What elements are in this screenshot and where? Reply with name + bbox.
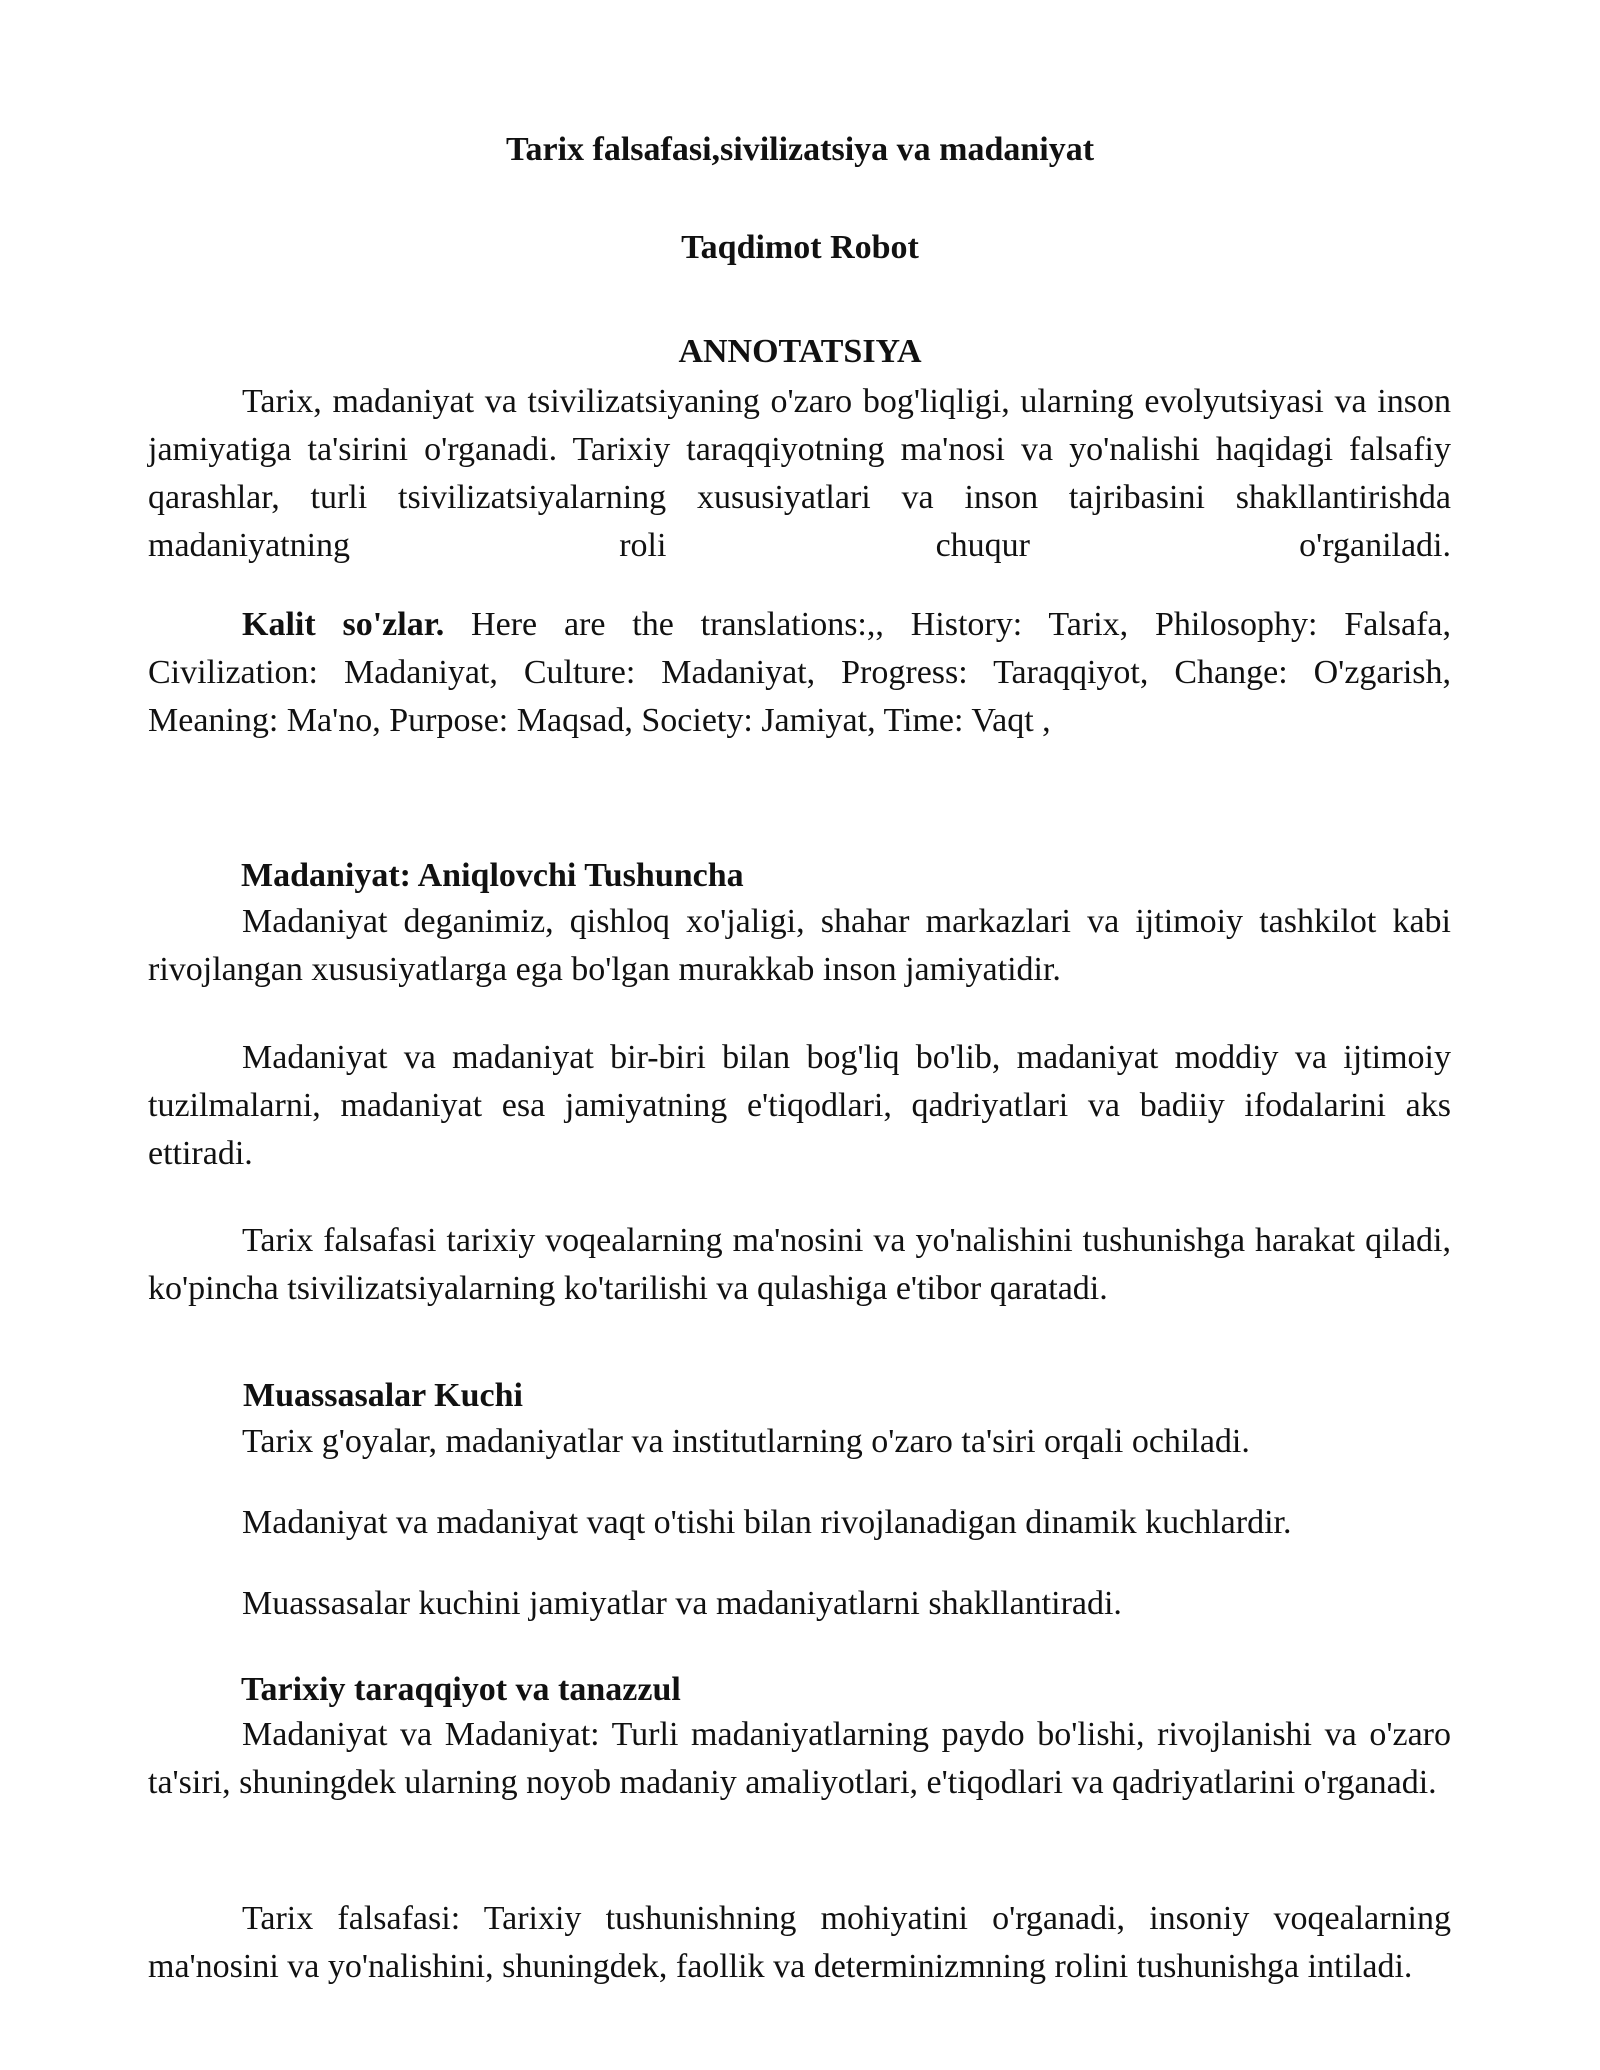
keywords-label: Kalit so'zlar. [242,606,445,643]
annotation-paragraph: Tarix, madaniyat va tsivilizatsiyaning o'zaro bog'liqligi, ularning evolyutsiyasi va inson jamiyatiga ta'sirini o'rganadi. Tarixiy taraqqiyotning ma'nosi va yo'nalishi haqidagi falsafiy qarashlar, turli tsivilizatsiyalarning xususiyatlari va inson tajribasini shakllantirishda madaniyatning roli chuqur o'rganiladi. [148,383,1451,564]
document-title: Tarix falsafasi,sivilizatsiya va madaniyat [505,131,1095,168]
keywords-text: Here are the translations:,, History: Tarix, Philosophy: Falsafa, Civilization: Madaniyat, Culture: Madaniyat, Progress: Taraqqiyot, Change: O'zgarish, Meaning: Ma'no, Purpose: Maqsad, Society: Jamiyat, Time: Vaqt , [148,606,1451,739]
section-paragraph: Tarix falsafasi: Tarixiy tushunishning mohiyatini o'rganadi, insoniy voqealarning ma'nosini va yo'nalishini, shuningdek, faollik va determinizmning rolini tushunishga intiladi. [148,1900,1451,1985]
keywords-paragraph [148,601,1451,745]
section-heading: Madaniyat: Aniqlovchi Tushuncha [241,857,744,894]
section-heading: Muassasalar Kuchi [243,1377,523,1414]
section-paragraph: Madaniyat va madaniyat bir-biri bilan bog'liq bo'lib, madaniyat moddiy va ijtimoiy tuzilmalarni, madaniyat esa jamiyatning e'tiqodlari, qadriyatlari va badiiy ifodalarini aks ettiradi. [148,1039,1451,1172]
section-paragraph: Madaniyat deganimiz, qishloq xo'jaligi, shahar markazlari va ijtimoiy tashkilot kabi rivojlangan xususiyatlarga ega bo'lgan murakkab inson jamiyatidir. [148,903,1451,988]
section-paragraph: Muassasalar kuchini jamiyatlar va madaniyatlarni shakllantiradi. [242,1585,1122,1622]
section-paragraph: Madaniyat va Madaniyat: Turli madaniyatlarning paydo bo'lishi, rivojlanishi va o'zaro ta'siri, shuningdek ularning noyob madaniy amaliyotlari, e'tiqodlari va qadriyatlarini o'rganadi. [148,1716,1451,1801]
document-author: Taqdimot Robot [681,229,919,266]
section-paragraph: Tarix falsafasi tarixiy voqealarning ma'nosini va yo'nalishini tushunishga harakat qiladi, ko'pincha tsivilizatsiyalarning ko'tarilishi va qulashiga e'tibor qaratadi. [148,1222,1451,1307]
section-paragraph: Tarix g'oyalar, madaniyatlar va institutlarning o'zaro ta'siri orqali ochiladi. [242,1423,1250,1460]
annotation-heading: ANNOTATSIYA [678,333,922,370]
section-heading: Tarixiy taraqqiyot va tanazzul [241,1671,681,1708]
section-paragraph: Madaniyat va madaniyat vaqt o'tishi bilan rivojlanadigan dinamik kuchlardir. [242,1504,1292,1541]
